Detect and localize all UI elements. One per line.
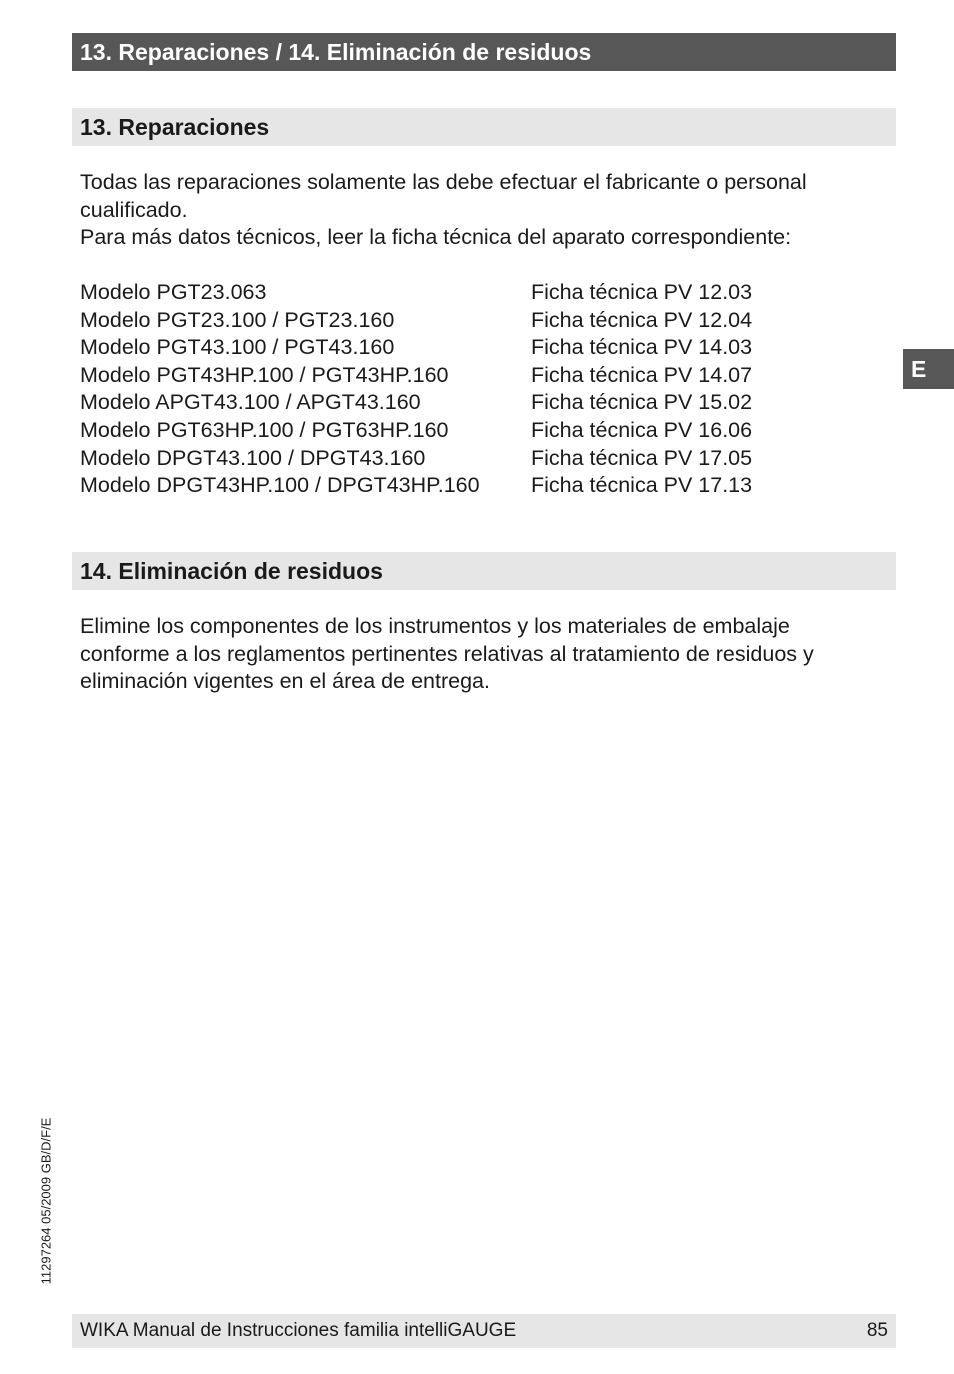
- model-name: Modelo PGT23.100 / PGT23.160: [80, 307, 395, 332]
- repairs-paragraph: Todas las reparaciones solamente las debe efectuar el fabricante o personal cualificado.: [80, 170, 807, 222]
- page-number: 85: [866, 1320, 888, 1341]
- model-datasheet-list: [80, 279, 800, 500]
- technical-data-paragraph: Para más datos técnicos, leer la ficha técnica del aparato correspondiente:: [80, 225, 792, 249]
- footer-text: WIKA Manual de Instrucciones familia intelliGAUGE: [80, 1320, 517, 1341]
- section-14-text: [80, 613, 880, 696]
- datasheet-ref: Ficha técnica PV 14.07: [531, 362, 753, 387]
- model-name: Modelo APGT43.100 / APGT43.160: [80, 390, 421, 415]
- list-item: [80, 307, 800, 335]
- datasheet-ref: Ficha técnica PV 12.03: [531, 280, 753, 304]
- model-name: Modelo PGT43.100 / PGT43.160: [80, 335, 395, 360]
- list-item: [80, 334, 800, 362]
- datasheet-ref: Ficha técnica PV 17.13: [531, 473, 753, 498]
- datasheet-ref: Ficha técnica PV 14.03: [531, 335, 753, 360]
- model-name: Modelo PGT43HP.100 / PGT43HP.160: [80, 362, 449, 387]
- model-name: Modelo DPGT43.100 / DPGT43.160: [80, 445, 426, 470]
- list-item: [80, 362, 800, 390]
- page-header-title: 13. Reparaciones / 14. Eliminación de residuos: [72, 33, 896, 71]
- section-13-text: [80, 169, 880, 252]
- document-code-text: 11297264 05/2009 GB/D/F/E: [38, 1117, 54, 1285]
- disposal-paragraph: Elimine los componentes de los instrumentos y los materiales de embalaje conforme a los reglamentos pertinentes relativas al tratamiento de residuos y eliminación vigentes en el área de entrega.: [80, 614, 814, 693]
- model-name: Modelo PGT63HP.100 / PGT63HP.160: [80, 417, 449, 442]
- model-name: Modelo PGT23.063: [80, 280, 267, 304]
- datasheet-ref: Ficha técnica PV 12.04: [531, 307, 753, 332]
- datasheet-ref: Ficha técnica PV 15.02: [531, 390, 753, 415]
- list-item: [80, 417, 800, 445]
- datasheet-ref: Ficha técnica PV 17.05: [531, 445, 753, 470]
- model-name: Modelo DPGT43HP.100 / DPGT43HP.160: [80, 473, 480, 498]
- list-item: [80, 389, 800, 417]
- section-13-heading: 13. Reparaciones: [72, 108, 896, 146]
- section-14-heading: 14. Eliminación de residuos: [72, 552, 896, 590]
- language-tab: E: [903, 349, 954, 389]
- list-item: [80, 472, 800, 500]
- page-footer: [72, 1314, 896, 1348]
- list-item: [80, 279, 800, 307]
- list-item: [80, 445, 800, 473]
- datasheet-ref: Ficha técnica PV 16.06: [531, 417, 753, 442]
